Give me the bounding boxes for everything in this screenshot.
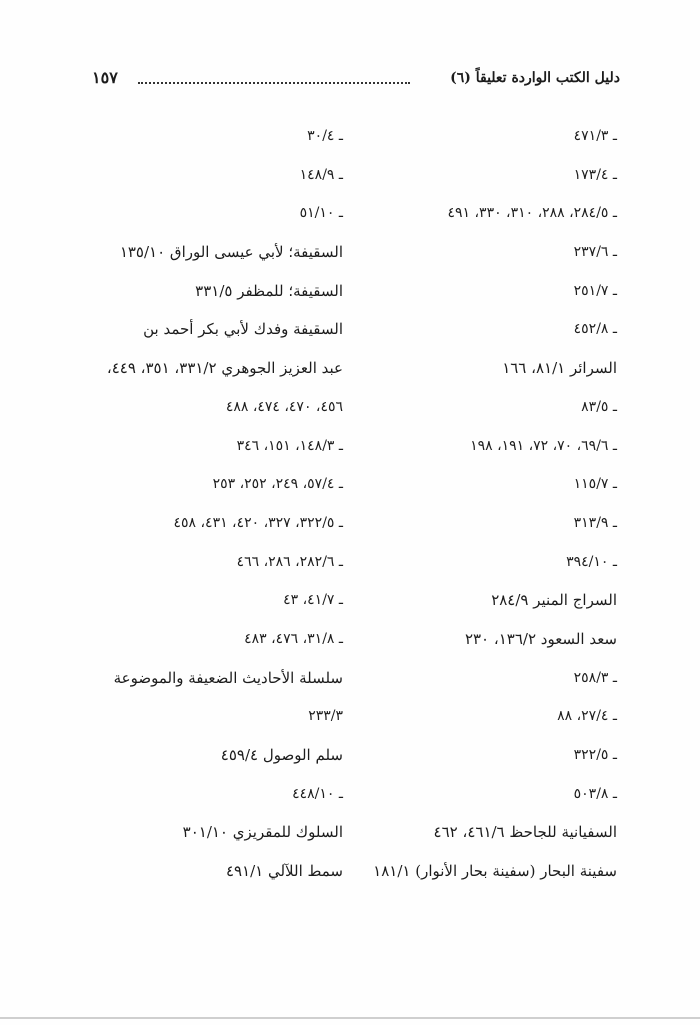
index-entry: ـ ٦٩/٦، ٧٠، ٧٢، ١٩١، ١٩٨ <box>470 437 617 454</box>
running-header <box>92 66 620 94</box>
index-entry: ـ ٢٧/٤، ٨٨ <box>557 708 617 725</box>
index-entry: ـ ١٤٨/٣، ١٥١، ٣٤٦ <box>236 437 343 454</box>
index-entry-title: سفينة البحار (سفينة بحار الأنوار) ١٨١/١ <box>373 862 617 881</box>
index-entry: ـ ١٤٨/٩ <box>299 166 343 183</box>
index-entry: ـ ٢٥٨/٣ <box>573 669 617 686</box>
index-entry: ـ ٥١/١٠ <box>299 205 343 222</box>
index-entry-title: السراج المنير ٢٨٤/٩ <box>491 591 617 610</box>
index-entry: ٤٥٦، ٤٧٠، ٤٧٤، ٤٨٨ <box>225 398 343 415</box>
index-entry-title: السرائر ٨١/١، ١٦٦ <box>502 359 617 378</box>
index-entry-title: السلوك للمقريزي ٣٠١/١٠ <box>182 823 343 842</box>
index-entry: ـ ٣٢٢/٥ <box>573 747 617 763</box>
index-entry: ـ ٥٠٣/٨ <box>573 785 617 802</box>
index-entry-title: السفيانية للجاحظ ٤٦١/٦، ٤٦٢ <box>433 823 617 842</box>
index-entry-title: سعد السعود ١٣٦/٢، ٢٣٠ <box>464 629 617 648</box>
page-bottom-edge <box>0 1017 700 1019</box>
index-entry: ـ ٤٧١/٣ <box>573 128 617 144</box>
index-entry-title: سلم الوصول ٤٥٩/٤ <box>220 746 343 764</box>
index-column-left <box>81 117 343 897</box>
index-entry: ـ ٤٤٨/١٠ <box>292 785 343 802</box>
index-entry: ـ ٣١/٨، ٤٧٦، ٤٨٣ <box>244 630 343 647</box>
index-entry: ـ ٣٠/٤ <box>307 128 343 144</box>
index-entry: ـ ٢٨٢/٦، ٢٨٦، ٤٦٦ <box>236 553 343 570</box>
index-entry: ـ ٣٩٤/١٠ <box>566 553 617 570</box>
index-entry: ـ ٣٢٢/٥، ٣٢٧، ٤٢٠، ٤٣١، ٤٥٨ <box>173 514 343 531</box>
index-entry-title: عبد العزيز الجوهري ٣٣١/٢، ٣٥١، ٤٤٩، <box>106 359 343 378</box>
index-entry-title: السقيفة وفدك لأبي بكر أحمد بن <box>143 320 343 339</box>
index-entry-title: السقيفة؛ لأبي عيسى الوراق ١٣٥/١٠ <box>119 243 343 262</box>
index-entry: ـ ٤٥٢/٨ <box>573 321 617 338</box>
header-title: دليل الكتب الواردة تعليقاً (٦) <box>450 70 620 86</box>
index-entry: ـ ٢٣٧/٦ <box>573 244 617 261</box>
index-entry: ـ ٤١/٧، ٤٣ <box>283 592 343 609</box>
page-number: ١٥٧ <box>92 68 118 87</box>
index-entry: ـ ٨٣/٥ <box>581 398 617 415</box>
index-entry-title: سمط اللآلي ٤٩١/١ <box>225 862 343 881</box>
index-entry: ـ ٢٨٤/٥، ٢٨٨، ٣١٠، ٣٣٠، ٤٩١ <box>447 205 617 222</box>
index-column-right <box>367 117 617 897</box>
index-entry: ـ ١١٥/٧ <box>573 476 617 493</box>
index-entry: ـ ١٧٣/٤ <box>573 166 617 183</box>
index-entry: ٢٣٣/٣ <box>308 708 343 725</box>
header-leader-dots <box>138 82 410 84</box>
index-entry: ـ ٢٥١/٧ <box>573 282 617 299</box>
index-entry-title: سلسلة الأحاديث الضعيفة والموضوعة <box>113 668 343 687</box>
index-entry: ـ ٥٧/٤، ٢٤٩، ٢٥٢، ٢٥٣ <box>212 476 343 493</box>
index-entry-title: السقيفة؛ للمظفر ٣٣١/٥ <box>195 281 343 300</box>
index-entry: ـ ٣١٣/٩ <box>573 514 617 531</box>
